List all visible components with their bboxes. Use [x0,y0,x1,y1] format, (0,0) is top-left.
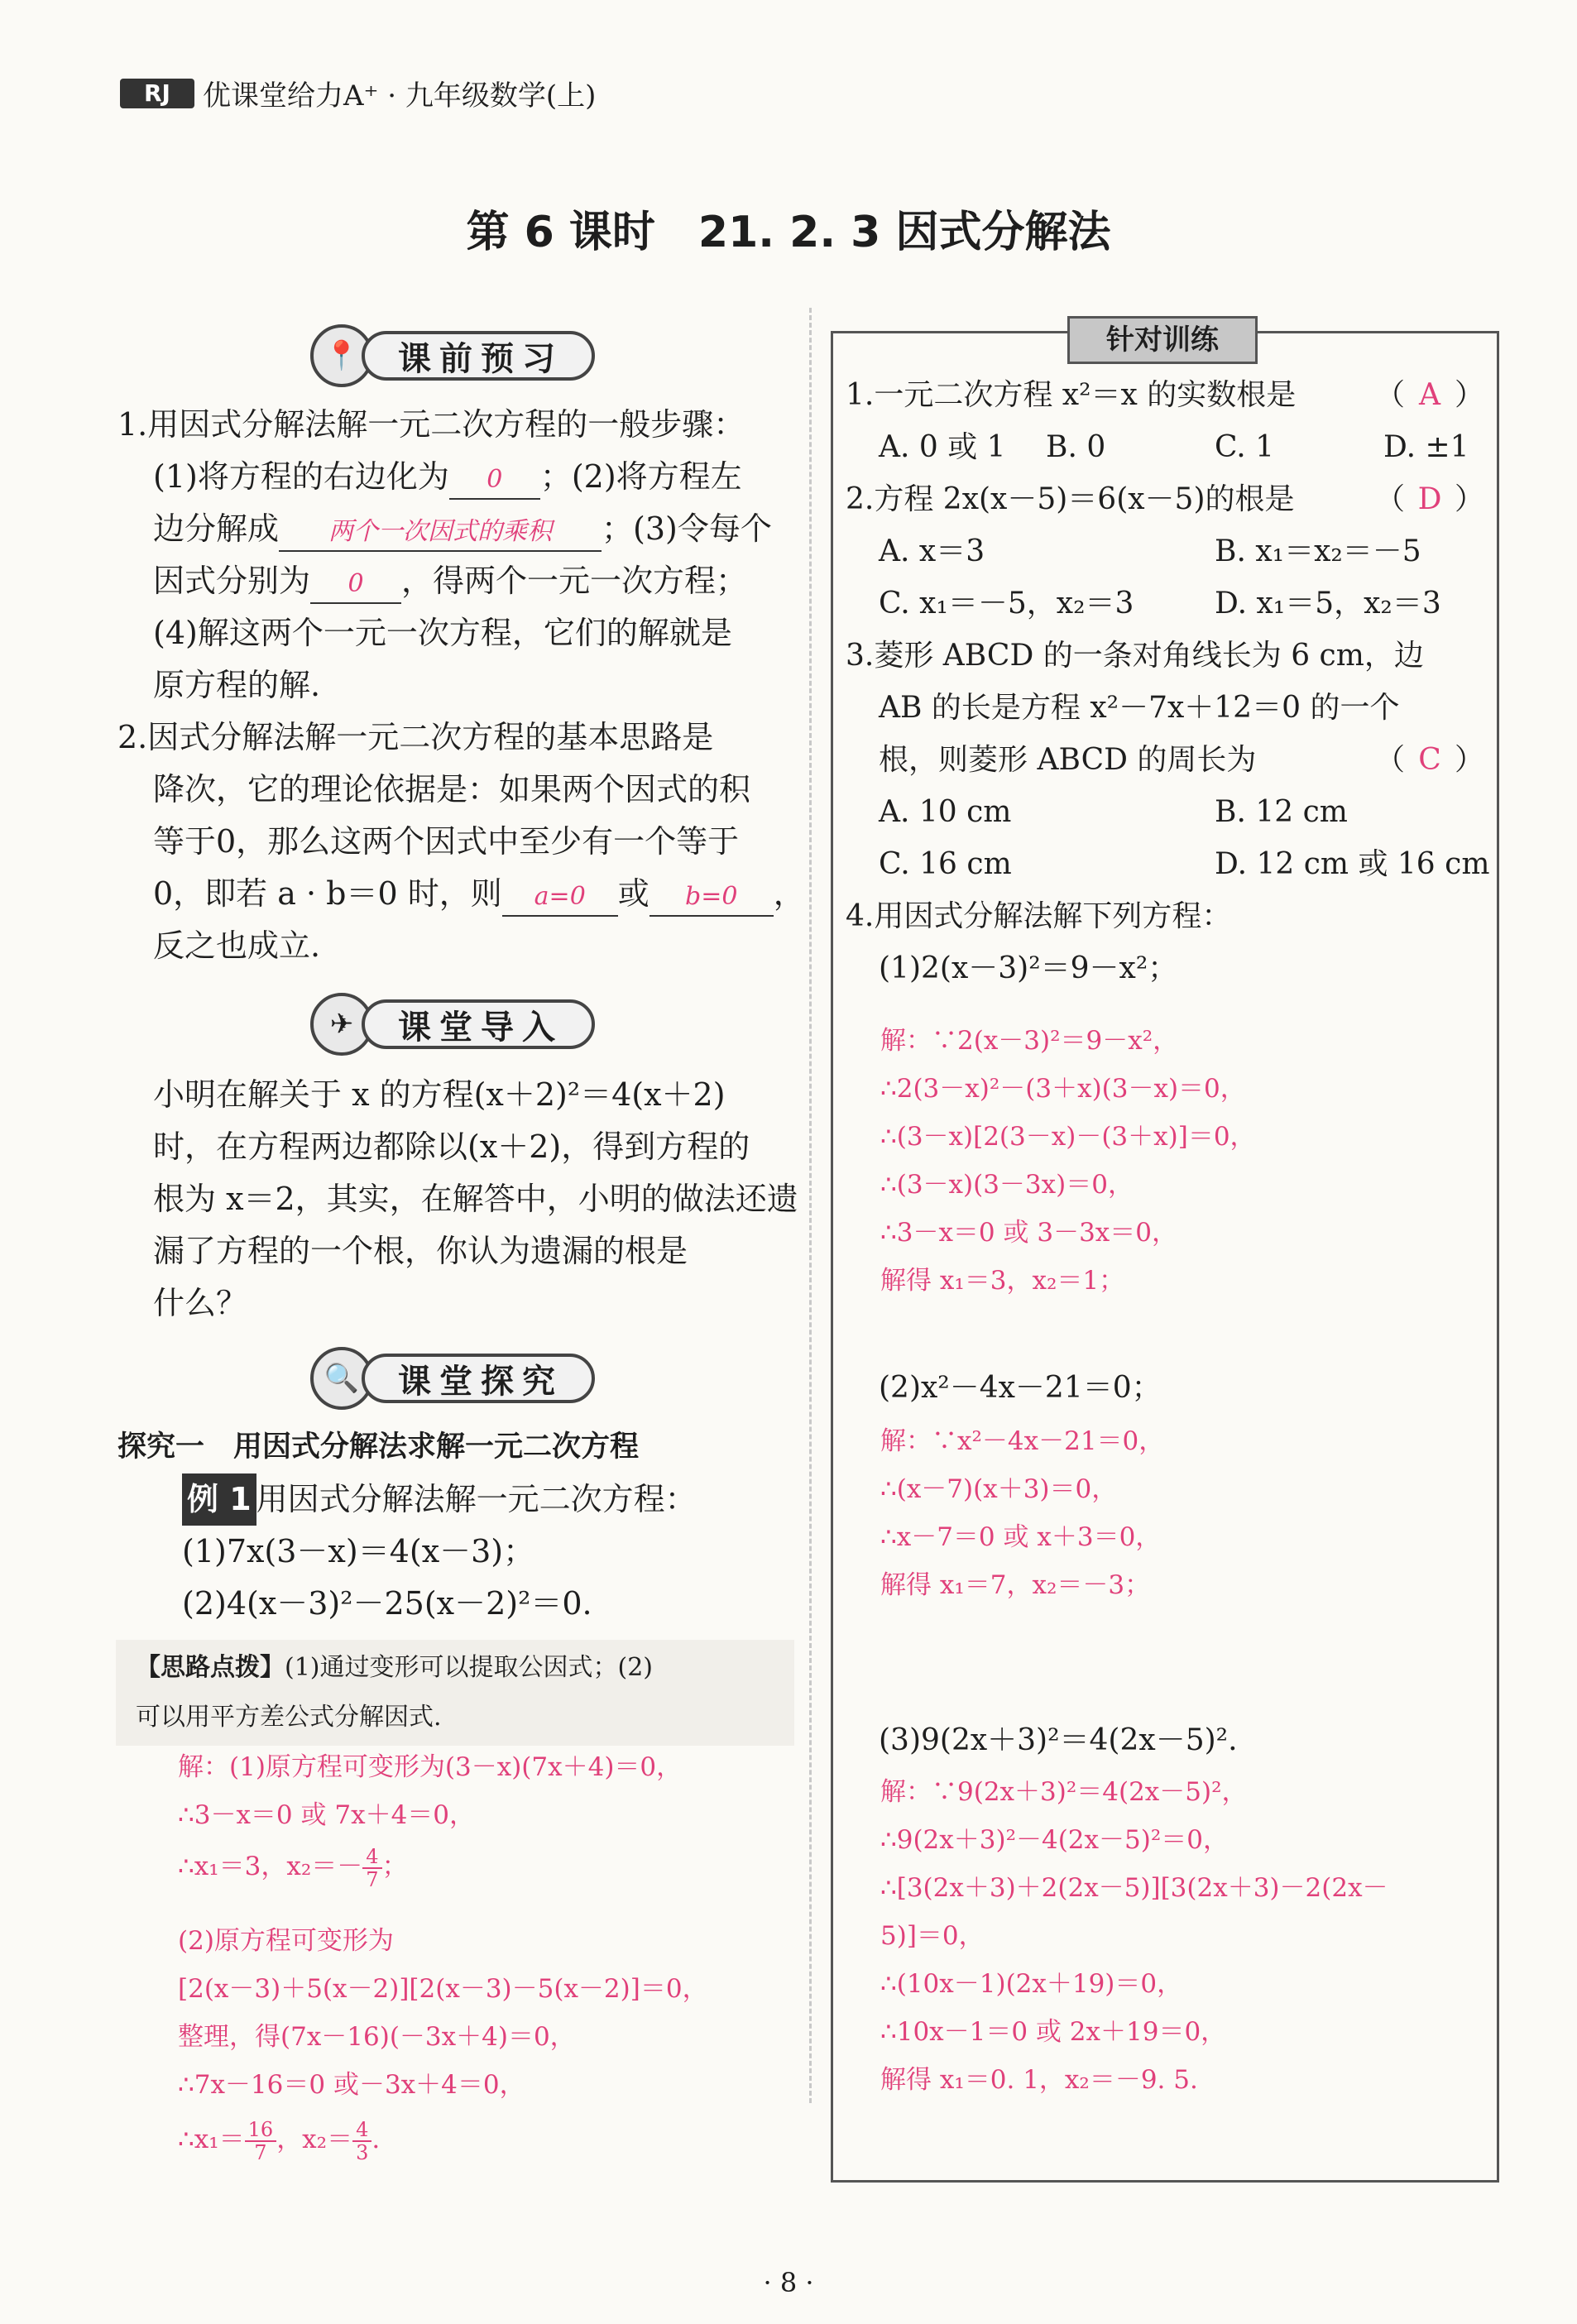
hint-box: 【思路点拨】(1)通过变形可以提取公因式；(2) 可以用平方差公式分解因式. [116,1640,794,1746]
example-eq-2: (2)4(x－3)²－25(x－2)²＝0. [182,1585,592,1622]
page-number: · 8 · [763,2267,814,2298]
badge-intro [310,993,595,1056]
lesson-title: 第 6 课时 21. 2. 3 因式分解法 [466,208,1111,257]
text-line: 反之也成立. [153,927,321,964]
fill-blank-3: 0 [310,566,401,604]
book-header [120,73,596,113]
sub-problem-3: (3)9(2x＋3)²＝4(2x－5)². [879,1723,1238,1757]
sub-problem-2: (2)x²－4x－21＝0； [879,1371,1162,1405]
badge-explore [310,1347,595,1410]
text-line: 时，在方程两边都除以(x＋2)，得到方程的 [153,1128,750,1165]
location-pin-icon: 📍 [310,324,373,387]
answer-bracket: （ C ） [1375,743,1485,777]
text-line: (1)将方程的右边化为 0 ；(2)将方程左 [153,451,742,503]
explore-heading: 探究一 用因式分解法求解一元二次方程 [117,1430,640,1464]
sub-problem-1: (1)2(x－3)²＝9－x²； [879,951,1178,985]
fill-blank-4: a=0 [502,879,618,917]
text-line: 小明在解关于 x 的方程(x＋2)²＝4(x＋2) [153,1076,726,1113]
text-line: 根为 x＝2，其实，在解答中，小明的做法还遗 [153,1181,798,1217]
badge-label: 课堂探究 [362,1354,595,1403]
text-line: 等于0，那么这两个因式中至少有一个等于 [153,823,740,860]
text-line: 2.因式分解法解一元二次方程的基本思路是 [117,719,714,755]
example-label: 例 1 [182,1473,256,1526]
badge-preview [310,324,595,387]
text-line: (4)解这两个一元一次方程，它们的解就是 [153,615,732,651]
badge-label: 课前预习 [362,331,595,381]
text-line: 原方程的解. [153,667,321,703]
training-tab: 针对训练 [1067,316,1258,364]
publisher-logo: RJ [120,79,194,108]
hint-label: 【思路点拨】 [136,1653,285,1682]
text-line: 因式分别为 0 ，得两个一元一次方程； [153,555,747,607]
answer-bracket: （ A ） [1375,378,1485,412]
answer-bracket: （ D ） [1375,482,1485,516]
column-divider [809,308,812,2103]
text-line: 边分解成 两个一次因式的乘积 ；(3)令每个 [153,503,772,555]
badge-label: 课堂导入 [362,999,595,1049]
text-line: 降次，它的理论依据是：如果两个因式的积 [153,771,751,807]
fill-blank-2: 两个一次因式的乘积 [279,514,602,552]
paper-plane-icon: ✈ [310,993,373,1056]
text-line: 0，即若 a · b＝0 时，则 a=0 或 b=0 ， [153,868,805,920]
example-eq-1: (1)7x(3－x)＝4(x－3)； [182,1533,535,1569]
book-title: 优课堂给力A⁺ · 九年级数学(上) [203,79,597,113]
text-line: 漏了方程的一个根，你认为遗漏的根是 [153,1233,688,1269]
text-line: 什么？ [153,1285,248,1321]
magnifier-icon: 🔍 [310,1347,373,1410]
example-line: 例 1 用因式分解法解一元二次方程： [182,1473,697,1526]
fill-blank-1: 0 [449,462,540,500]
text-line: 1.用因式分解法解一元二次方程的一般步骤： [117,406,745,443]
fill-blank-5: b=0 [649,879,774,917]
